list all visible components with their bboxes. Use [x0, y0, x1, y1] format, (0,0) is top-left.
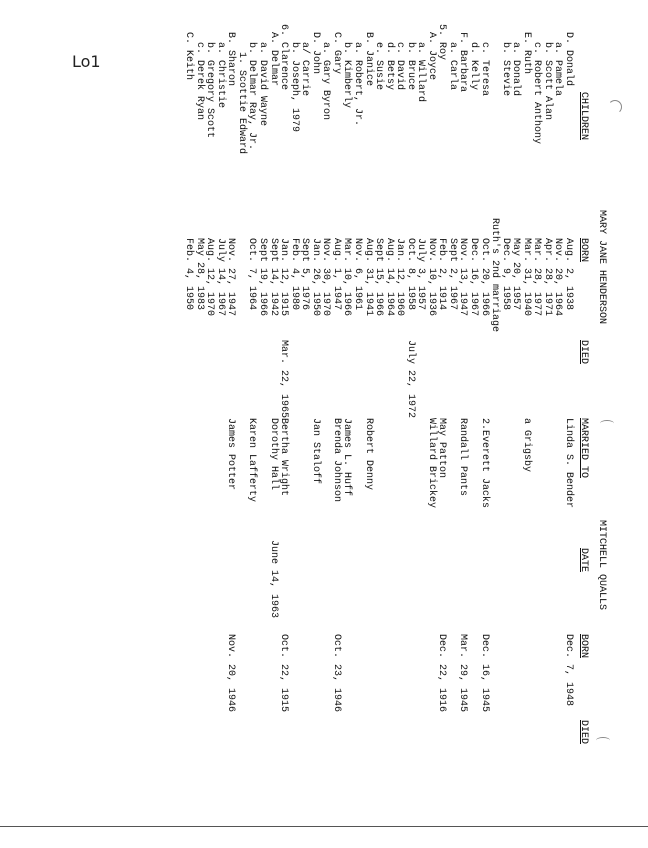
row-married-to: Willard Brickey	[425, 418, 437, 509]
row-name: 1. Scottie Edward	[235, 52, 247, 155]
row-born: Aug. 1, 1947	[330, 238, 342, 311]
row-name: B. Sharon	[225, 32, 237, 87]
row-born: Dec. 9, 1958	[499, 238, 511, 311]
row-name: a. Willard	[415, 42, 427, 103]
row-born: Feb. 2, 1914	[436, 238, 448, 311]
row-married-to: Robert Denny	[362, 418, 374, 491]
row-married-to: Karen Lafferty	[246, 418, 258, 503]
row-name: b. Kimberly	[341, 42, 353, 109]
row-name: C. Gary	[330, 32, 342, 75]
row-born-2: Dec. 22, 1916	[436, 634, 448, 713]
row-married-to: 2.Everett Jacks	[478, 418, 490, 509]
row-born: Feb. 4, 1980	[288, 238, 300, 311]
row-born: July 14, 1967	[214, 238, 226, 317]
row-name: b. Gregory Scott	[204, 42, 216, 139]
row-married-to: Randall Pants	[457, 418, 469, 497]
row-born: Nov. 13, 1947	[457, 238, 469, 317]
row-married-to: Linda S. Bender	[563, 418, 574, 509]
row-born-2: Oct. 22, 1915	[278, 634, 290, 713]
row-date: June 14, 1963	[267, 540, 279, 619]
row-married-to: a Grigsby	[520, 418, 532, 473]
row-born: Nov. 27, 1947	[225, 238, 237, 317]
row-born: Apr. 28, 1971	[541, 238, 553, 317]
row-name: A. Delmar	[267, 32, 279, 87]
row-born-2: Nov. 20, 1946	[225, 634, 237, 713]
row-name: d. Kelly	[468, 42, 480, 91]
row-name: b. Scott Alan	[541, 42, 553, 121]
row-born: Sept 5, 1976	[299, 238, 311, 311]
row-born-2: Oct. 23, 1946	[330, 634, 342, 713]
row-married-to: James Potter	[225, 418, 237, 491]
row-died: Mar. 22, 1965	[278, 340, 290, 419]
header-born: BORN	[578, 238, 589, 263]
row-name: a. Donald	[510, 42, 522, 97]
row-born: Aug. 2, 1938	[563, 238, 574, 311]
row-born: Aug. 12, 1970	[204, 238, 216, 317]
row-name: d. Betsy	[383, 42, 395, 91]
header-married-to: MARRIED TO	[578, 418, 589, 479]
row-died: July 22, 1972	[404, 340, 416, 419]
row-born: May 28, 1983	[193, 238, 205, 311]
punch-mark	[600, 420, 614, 427]
row-born: Mar. 31, 1940	[520, 238, 532, 317]
row-name: 6. Clarence	[278, 24, 290, 91]
row-born: Nov. 6, 1961	[352, 238, 363, 311]
row-born: Oct. 8, 1958	[404, 238, 416, 311]
row-born: Oct. 7, 1964	[246, 238, 258, 311]
row-married-to: May Patton	[436, 418, 448, 479]
row-name: c. David	[394, 42, 406, 91]
row-name: a. David Wayne	[257, 42, 269, 127]
row-born: Nov. 30, 1970	[320, 238, 332, 317]
row-name: a/ Carrie	[299, 42, 311, 97]
header-children: CHILDREN	[578, 92, 589, 141]
row-born: July 3, 1957	[415, 238, 427, 311]
row-born-2: Dec. 16, 1945	[478, 634, 490, 713]
row-name: a. Robert, Jr.	[352, 42, 363, 127]
row-name: D. Donald	[563, 32, 574, 87]
row-born: Mar. 10, 1966	[341, 238, 353, 317]
row-born: Sept 15, 1966	[373, 238, 385, 317]
row-name: a. Gary Byron	[320, 42, 332, 121]
row-married-to: Bertha Wright	[278, 418, 290, 497]
row-name: b. Stevie	[499, 42, 511, 97]
header-died-2: DIED	[578, 720, 589, 745]
row-name: c. Teresa	[478, 42, 490, 97]
row-name: a. Carla	[446, 42, 458, 91]
row-name: 5. Roy	[436, 24, 448, 61]
row-name: b. Delmar Ray, Jr.	[246, 42, 258, 151]
row-born: Oct. 20, 1966	[478, 238, 490, 317]
row-name: e. Susie	[373, 42, 385, 91]
row-born: Ruth's 2nd marriage	[489, 218, 501, 333]
row-born: Sept 2, 1967	[446, 238, 458, 311]
row-born: Feb. 4, 1950	[183, 238, 195, 311]
row-born: Aug. 31, 1941	[362, 238, 374, 317]
row-born: Nov. 10, 1936	[425, 238, 437, 317]
row-born: May 20, 1957	[510, 238, 522, 311]
row-born: Aug. 14, 1964	[383, 238, 395, 317]
punch-mark	[608, 100, 622, 114]
header-date: DATE	[578, 548, 589, 573]
row-born-2: Dec. 7, 1948	[563, 634, 574, 707]
row-born-2: Mar. 29, 1945	[457, 634, 469, 713]
row-married-to: Brenda Johnson	[330, 418, 342, 503]
row-name: F. Barbara	[457, 32, 469, 93]
row-born: Jan. 12, 1960	[394, 238, 406, 317]
spouse-header: MITCHELL QUALLS	[596, 520, 607, 611]
row-name: A. Joyce	[425, 32, 437, 81]
row-married-to: Dorothy Hall	[267, 418, 279, 491]
row-married-to: Jan Staloff	[309, 418, 321, 485]
row-name: E. Ruth	[520, 32, 532, 75]
row-born: Jan. 12, 1915	[278, 238, 290, 317]
bottom-rule	[0, 826, 648, 827]
page-number: Lo1	[72, 52, 101, 71]
header-born-2: BORN	[578, 634, 589, 659]
header-died: DIED	[578, 340, 589, 365]
row-born: Sept 19, 1966	[257, 238, 269, 317]
family-record	[36, 20, 606, 780]
row-name: D. John	[309, 32, 321, 75]
row-born: Jan. 26, 1950	[309, 238, 321, 317]
row-name: b. Joseph, 1979	[288, 42, 300, 133]
row-name: c. Derek Ryan	[193, 42, 205, 121]
document-title: MARY JANE HENDERSON	[596, 210, 607, 325]
row-name: B. Janice	[362, 32, 374, 87]
row-born: Nov. 20, 1964	[552, 238, 564, 317]
row-born: Dec. 16, 1967	[468, 238, 480, 317]
row-name: c. Robert Anthony	[531, 42, 543, 145]
row-born: Sept 14, 1942	[267, 238, 279, 317]
row-name: a. Christie	[214, 42, 226, 109]
row-born: Mar. 28, 1977	[531, 238, 543, 317]
punch-mark	[596, 737, 610, 744]
row-married-to: James L. Huff	[341, 418, 353, 497]
row-name: a. Pamela	[552, 42, 564, 97]
row-name: C. Keith	[183, 32, 195, 81]
row-name: b. Bruce	[404, 42, 416, 91]
